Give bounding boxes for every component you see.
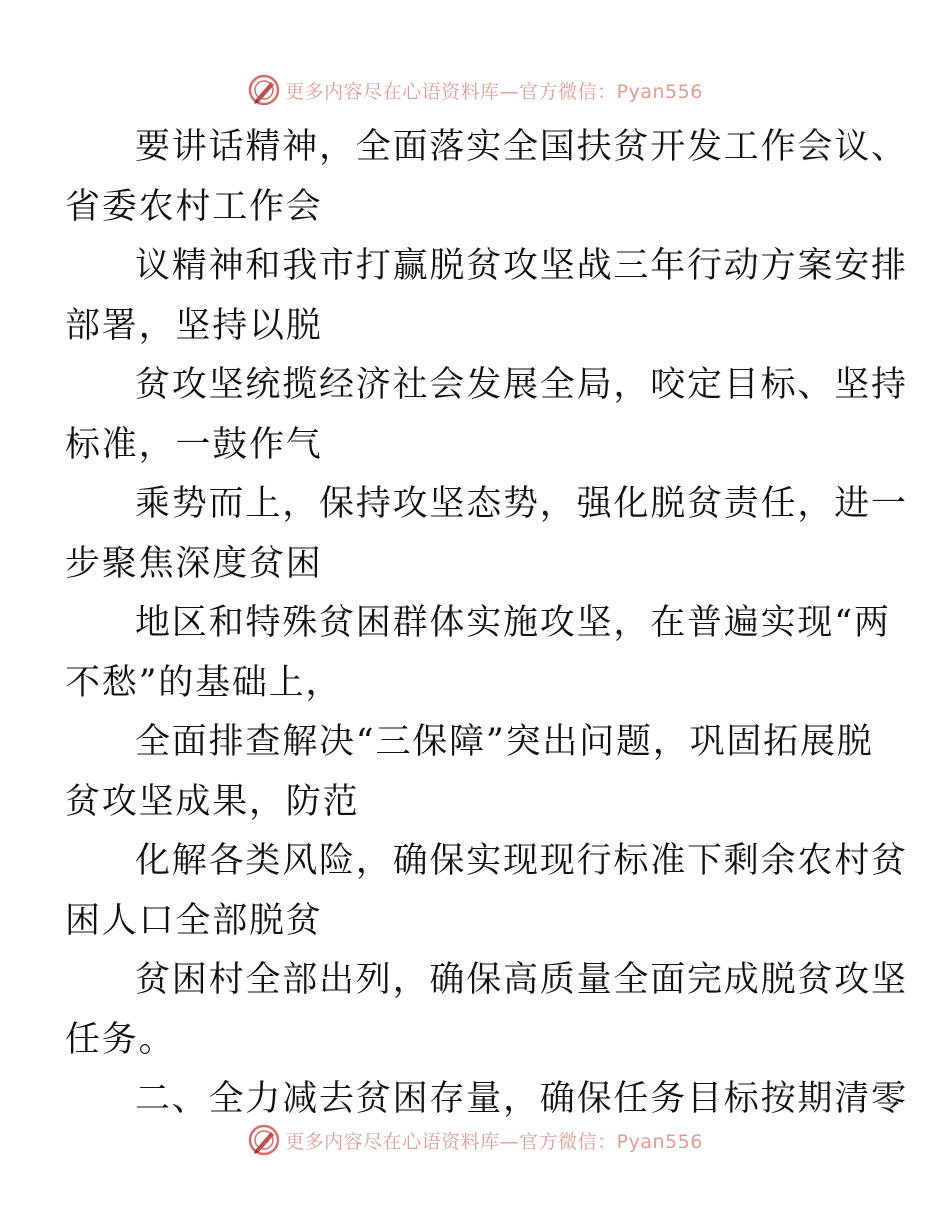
paragraph-line: 贫攻坚统揽经济社会发展全局，咬定目标、坚持 — [135, 365, 908, 405]
watermark-text: 更多内容尽在心语资料库—官方微信：Pyan556 — [285, 80, 703, 103]
paragraph-line: 要讲话精神，全面落实全国扶贫开发工作会议、 — [135, 127, 908, 167]
paragraph-line: 议精神和我市打赢脱贫攻坚战三年行动方案安排 — [135, 246, 908, 286]
paragraph-line: 部署，坚持以脱 — [65, 305, 323, 346]
paragraph — [65, 118, 908, 237]
header-watermark — [0, 70, 950, 110]
document-body — [65, 118, 908, 1130]
paragraph-line: 任务。 — [65, 1019, 176, 1060]
footer-watermark — [0, 1120, 950, 1160]
paragraph-line: 不愁”的基础上， — [65, 662, 343, 703]
paragraph — [65, 594, 891, 713]
paragraph — [65, 356, 908, 475]
pen-logo-icon — [247, 1123, 281, 1157]
paragraph — [65, 951, 908, 1070]
paragraph-line: 步聚焦深度贫困 — [65, 543, 323, 584]
paragraph-line: 贫攻坚成果，防范 — [65, 781, 360, 822]
paragraph-line: 标准，一鼓作气 — [65, 424, 323, 465]
paragraph — [65, 832, 908, 951]
watermark-text: 更多内容尽在心语资料库—官方微信：Pyan556 — [285, 1130, 703, 1153]
section-heading-text: 二、全力减去贫困存量，确保任务目标按期清零 — [135, 1079, 908, 1119]
paragraph — [65, 475, 908, 594]
paragraph-line: 化解各类风险，确保实现现行标准下剩余农村贫 — [135, 841, 908, 881]
paragraph-line: 全面排查解决“三保障”突出问题，巩固拓展脱 — [135, 722, 874, 762]
pen-logo-icon — [247, 73, 281, 107]
paragraph-line: 省委农村工作会 — [65, 186, 323, 227]
paragraph-line: 乘势而上，保持攻坚态势，强化脱贫责任，进一 — [135, 484, 908, 524]
paragraph — [65, 237, 908, 356]
paragraph-line: 地区和特殊贫困群体实施攻坚，在普遍实现“两 — [135, 603, 891, 643]
paragraph-line: 贫困村全部出列，确保高质量全面完成脱贫攻坚 — [135, 960, 908, 1000]
paragraph-line: 困人口全部脱贫 — [65, 900, 323, 941]
paragraph — [65, 713, 874, 832]
